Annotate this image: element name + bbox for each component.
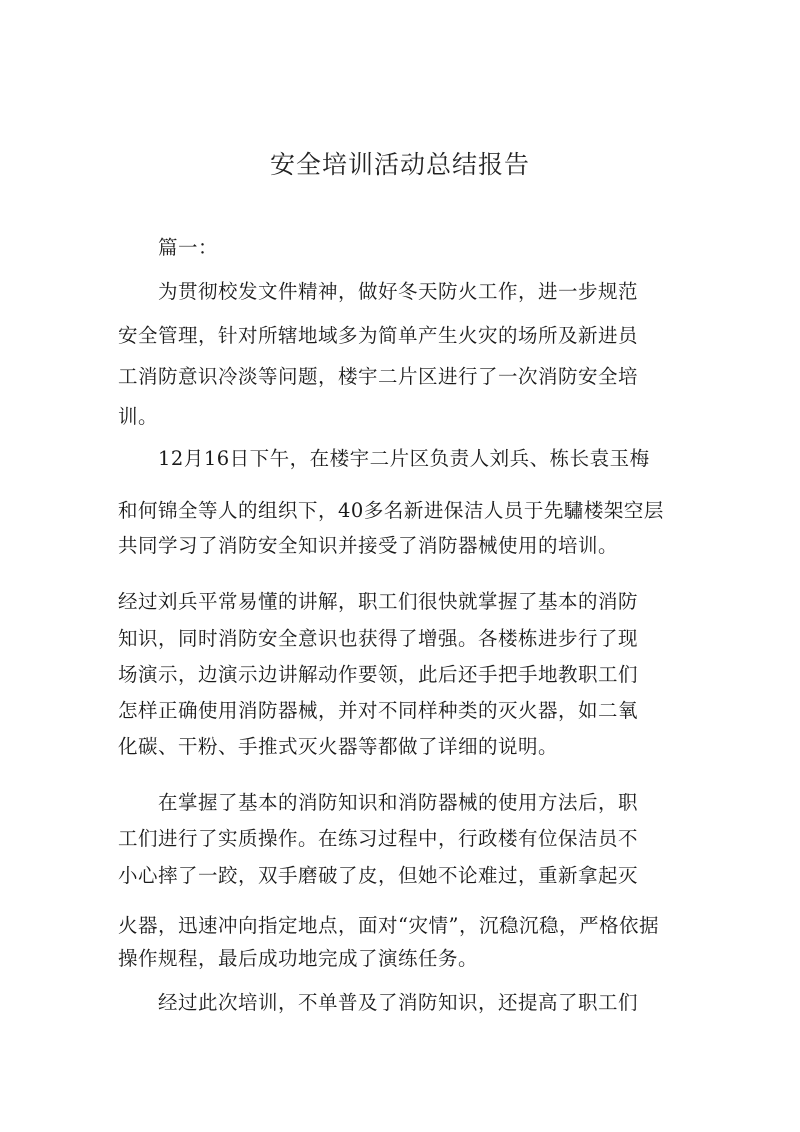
paragraph-2-line-2: 和何锦全等人的组织下，40多名新进保洁人员于先驌楼架空层	[118, 499, 664, 522]
paragraph-3-line-2: 知识，同时消防安全意识也获得了增强。各楼栋进步行了现	[118, 627, 639, 650]
paragraph-3-line-5: 化碳、干粉、手推式灭火器等都做了详细的说明。	[118, 735, 559, 758]
paragraph-1-line-2: 安全管理，针对所辖地域多为简单产生火灾的场所及新进员	[118, 324, 639, 347]
paragraph-4-line-3: 小心摔了一跤，双手磨破了皮，但她不论难过，重新拿起灭	[118, 864, 639, 887]
paragraph-2-line-3: 共同学习了消防安全知识并接受了消防器械使用的培训。	[118, 534, 619, 557]
paragraph-4-line-1: 在掌握了基本的消防知识和消防器械的使用方法后，职	[158, 791, 639, 814]
paragraph-2-line-1: 12月16日下午，在楼宇二片区负责人刘兵、栋长袁玉梅	[158, 447, 650, 470]
document-title: 安全培训活动总结报告	[269, 150, 530, 179]
paragraph-1-line-3: 工消防意识冷淡等问题，楼宇二片区进行了一次消防安全培	[118, 365, 639, 388]
paragraph-4-line-2: 工们进行了实质操作。在练习过程中，行政楼有位保洁员不	[118, 827, 639, 850]
paragraph-3-line-1: 经过刘兵平常易懂的讲解，职工们很快就掌握了基本的消防	[118, 590, 639, 613]
paragraph-3-line-3: 场演示，边演示边讲解动作要领，此后还手把手地教职工们	[118, 663, 639, 686]
section-label: 篇一：	[158, 236, 219, 259]
paragraph-3-line-4: 怎样正确使用消防器械，并对不同样种类的灭火器，如二氧	[118, 699, 639, 722]
paragraph-4-line-5: 操作规程，最后成功地完成了演练任务。	[118, 947, 479, 970]
paragraph-5-line-1: 经过此次培训，不单普及了消防知识，还提高了职工们	[158, 991, 639, 1014]
paragraph-1-line-1: 为贯彻校发文件精神，做好冬天防火工作，进一步规范	[158, 280, 639, 303]
paragraph-4-line-4: 火器，迅速冲向指定地点，面对“灾情”，沉稳沉稳，严格依据	[118, 914, 659, 937]
paragraph-1-line-4: 训。	[118, 405, 159, 428]
